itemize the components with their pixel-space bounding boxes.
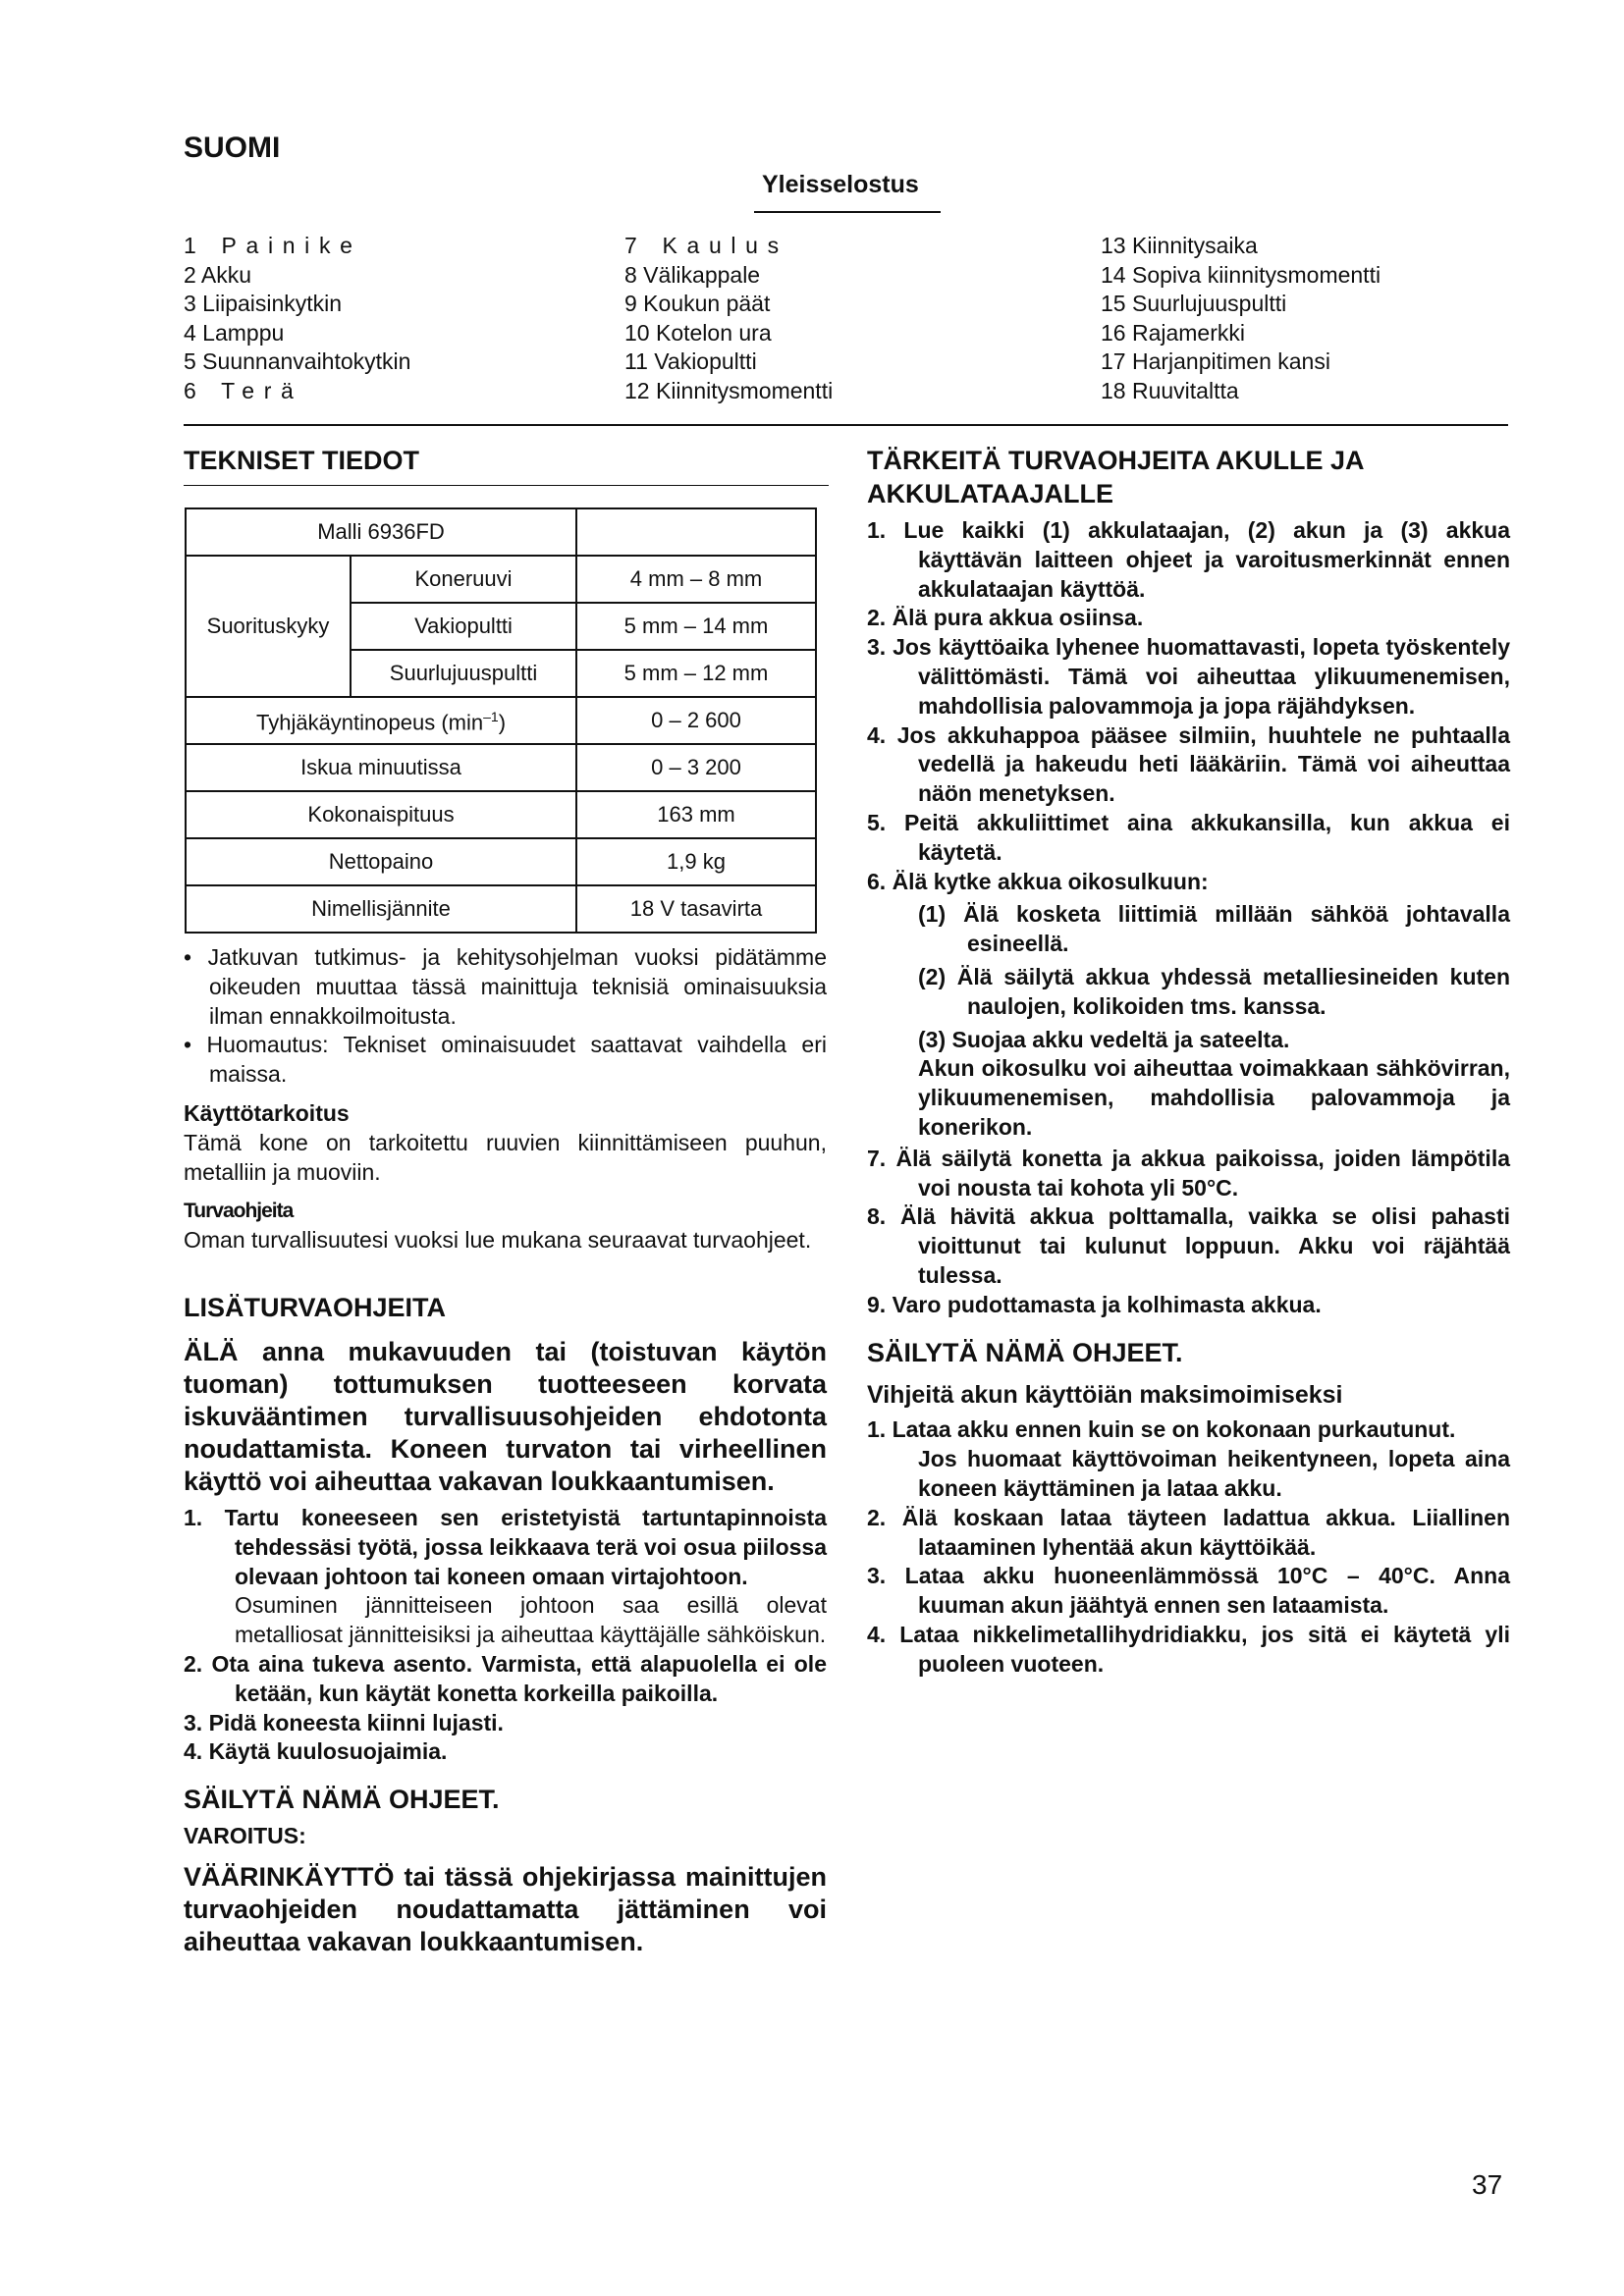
spec-value: 163 mm bbox=[576, 791, 816, 838]
part-item: 9 Koukun päät bbox=[624, 291, 771, 316]
save-instructions: SÄILYTÄ NÄMÄ OHJEET. bbox=[184, 1785, 500, 1815]
additional-intro: ÄLÄ anna mukavuuden tai (toistuvan käytön tuoman) tottumuksen tuotteeseen korvata iskuvääntimen turvallisuusohjeiden ehdotonta noudattamista. Koneen turvaton tai virheellinen käyttö voi aiheuttaa vakavan loukkaantumisen. bbox=[184, 1336, 827, 1496]
noload-label bbox=[186, 697, 576, 744]
spec-label: Koneruuvi bbox=[351, 556, 576, 603]
language-heading: SUOMI bbox=[184, 132, 281, 164]
part-item: 8 Välikappale bbox=[624, 261, 761, 288]
battery-save: SÄILYTÄ NÄMÄ OHJEET. bbox=[867, 1337, 1183, 1367]
list-item-note bbox=[184, 1591, 827, 1650]
part-item: 6 Terä bbox=[184, 377, 303, 403]
table-row bbox=[186, 791, 816, 838]
list-item: 1. Lue kaikki (1) akkulataajan, (2) akun ja (3) akkua käyttävän laitteen ohjeet ja varoitusmerkinnät ennen akkulataajan käyttöä. bbox=[867, 517, 1510, 602]
spec-label: Nettopaino bbox=[186, 838, 576, 885]
part-item: 13 Kiinnitysaika bbox=[1101, 233, 1258, 258]
table-row bbox=[186, 885, 816, 933]
list-item: 4. Lataa nikkelimetallihydridiakku, jos sitä ei käytetä yli puoleen vuoteen. bbox=[867, 1621, 1510, 1677]
list-item: 4. Jos akkuhappoa pääsee silmiin, huuhtele ne puhtaalla vedellä ja hakeudu heti lääkäriin. Tämä voi aiheuttaa näön menetyksen. bbox=[867, 721, 1510, 807]
spec-value: 1,9 kg bbox=[576, 838, 816, 885]
safety-text: Oman turvallisuutesi vuoksi lue mukana seuraavat turvaohjeet. bbox=[184, 1227, 812, 1254]
parts-list-col3 bbox=[1101, 232, 1380, 405]
part-item: 1 Painike bbox=[184, 233, 362, 258]
spec-label: Vakiopultti bbox=[351, 603, 576, 650]
part-item: 4 Lamppu bbox=[184, 319, 285, 346]
item1-note: Osuminen jännitteiseen johtoon saa esillä olevat metalliosat jännitteisiksi ja aiheuttaa käyttäjälle sähköiskun. bbox=[235, 1592, 827, 1648]
tip1-note: Jos huomaat käyttövoiman heikentyneen, lopeta aina koneen käyttäminen ja lataa akku. bbox=[918, 1446, 1510, 1501]
list-item: 3. Jos käyttöaika lyhenee huomattavasti, lopeta työskentely välittömästi. Tämä voi aiheuttaa ylikuumenemisen, mahdollisia palovammoja ja jopa räjähdyksen. bbox=[867, 634, 1510, 719]
sub-item: (2) Älä säilytä akkua yhdessä metalliesineiden kuten naulojen, kolikoiden tms. kanssa. bbox=[918, 963, 1510, 1019]
list-item: 6. Älä kytke akkua oikosulkuun: bbox=[867, 868, 1209, 894]
noload-sup: –1 bbox=[483, 709, 499, 725]
battery-list bbox=[867, 516, 1510, 896]
list-item: 5. Peitä akkuliittimet aina akkukansilla, kun akkua ei käytetä. bbox=[867, 809, 1510, 865]
spec-label: Nimellisjännite bbox=[186, 885, 576, 933]
empty-cell bbox=[576, 508, 816, 556]
overview-title: Yleisselostus bbox=[762, 171, 919, 198]
specs-table bbox=[185, 507, 817, 934]
left-column bbox=[184, 444, 827, 1958]
spec-label: Kokonaispituus bbox=[186, 791, 576, 838]
list-item: 4. Käytä kuulosuojaimia. bbox=[184, 1738, 448, 1765]
sub-item: (1) Älä kosketa liittimiä millään sähköä johtavalla esineellä. bbox=[918, 901, 1510, 957]
specs-title-underline bbox=[184, 485, 829, 486]
additional-list bbox=[184, 1504, 827, 1767]
part-item: 15 Suurlujuuspultti bbox=[1101, 291, 1287, 316]
part-item: 3 Liipaisinkytkin bbox=[184, 291, 343, 316]
battery-title: TÄRKEITÄ TURVAOHJEITA AKULLE JA AKKULATAAJALLE bbox=[867, 446, 1364, 508]
list-item: 2. Älä pura akkua osiinsa. bbox=[867, 605, 1144, 631]
short-circuit-note: Akun oikosulku voi aiheuttaa voimakkaan sähkövirran, ylikuumenemisen, mahdollisia palovammoja ja konerikon. bbox=[918, 1055, 1510, 1140]
page-number: 37 bbox=[1472, 2169, 1503, 2200]
part-item: 16 Rajamerkki bbox=[1101, 319, 1245, 346]
section-divider bbox=[184, 424, 1508, 426]
tips-list bbox=[867, 1415, 1510, 1445]
parts-list-col2 bbox=[624, 232, 833, 405]
table-row bbox=[186, 556, 816, 603]
list-item: 7. Älä säilytä konetta ja akkua paikoissa, joiden lämpötila voi nousta tai kohota yli 50°C. bbox=[867, 1145, 1510, 1201]
noload-close: ) bbox=[498, 710, 507, 735]
capacity-label: Suorituskyky bbox=[186, 556, 351, 697]
list-item: 3. Pidä koneesta kiinni lujasti. bbox=[184, 1709, 504, 1735]
sub-item: (3) Suojaa akku vedeltä ja sateelta. bbox=[918, 1026, 1290, 1052]
list-item: 2. Ota aina tukeva asento. Varmista, että alapuolella ei ole ketään, kun käytät konetta korkeilla paikoilla. bbox=[184, 1650, 827, 1706]
spec-label: Suurlujuuspultti bbox=[351, 650, 576, 697]
table-row bbox=[186, 697, 816, 744]
spec-label: Iskua minuutissa bbox=[186, 744, 576, 791]
spec-value: 5 mm – 12 mm bbox=[576, 650, 816, 697]
list-item: 9. Varo pudottamasta ja kolhimasta akkua. bbox=[867, 1291, 1322, 1317]
right-column bbox=[867, 444, 1510, 1679]
specs-title: TEKNISET TIEDOT bbox=[184, 446, 420, 475]
warning-label: VAROITUS: bbox=[184, 1823, 306, 1849]
spec-value: 0 – 2 600 bbox=[576, 697, 816, 744]
overview-underline bbox=[754, 211, 941, 213]
warning-text: VÄÄRINKÄYTTÖ tai tässä ohjekirjassa mainittujen turvaohjeiden noudattamatta jättäminen voi aiheuttaa vakavan loukkaantumisen. bbox=[184, 1861, 827, 1956]
part-item: 17 Harjanpitimen kansi bbox=[1101, 348, 1330, 374]
use-title: Käyttötarkoitus bbox=[184, 1099, 350, 1126]
spec-value: 18 V tasavirta bbox=[576, 885, 816, 933]
part-item: 7 Kaulus bbox=[624, 233, 788, 258]
part-item: 10 Kotelon ura bbox=[624, 319, 772, 346]
parts-list-col1 bbox=[184, 232, 410, 405]
table-row bbox=[186, 508, 816, 556]
part-item: 2 Akku bbox=[184, 261, 252, 288]
table-row bbox=[186, 838, 816, 885]
tips-title: Vihjeitä akun käyttöiän maksimoimiseksi bbox=[867, 1380, 1343, 1409]
spec-note: • Jatkuvan tutkimus- ja kehitysohjelman vuoksi pidätämme oikeuden muuttaa tässä mainittuja teknisiä ominaisuuksia ilman ennakkoilmoitusta. bbox=[184, 944, 827, 1029]
spec-value: 5 mm – 14 mm bbox=[576, 603, 816, 650]
tips-list-b bbox=[867, 1504, 1510, 1680]
spec-value: 0 – 3 200 bbox=[576, 744, 816, 791]
part-item: 5 Suunnanvaihtokytkin bbox=[184, 348, 411, 374]
table-row bbox=[186, 744, 816, 791]
list-item: 2. Älä koskaan lataa täyteen ladattua akkua. Liiallinen lataaminen lyhentää akun käyttöikää. bbox=[867, 1504, 1510, 1560]
spec-note: • Huomautus: Tekniset ominaisuudet saattavat vaihdella eri maissa. bbox=[184, 1032, 827, 1088]
list-item: 1. Tartu koneeseen sen eristetyistä tartuntapinnoista tehdessäsi työtä, jossa leikkaava terä voi osua piilossa olevaan johtoon tai koneen omaan virtajohtoon. bbox=[184, 1504, 827, 1589]
additional-title: LISÄTURVAOHJEITA bbox=[184, 1292, 447, 1322]
spec-value: 4 mm – 8 mm bbox=[576, 556, 816, 603]
battery-list-b bbox=[867, 1145, 1510, 1320]
part-item: 12 Kiinnitysmomentti bbox=[624, 377, 834, 403]
noload-label-text: Tyhjäkäyntinopeus (min bbox=[255, 710, 484, 735]
part-item: 14 Sopiva kiinnitysmomentti bbox=[1101, 261, 1381, 288]
safety-title: Turvaohjeita bbox=[184, 1200, 294, 1223]
use-text: Tämä kone on tarkoitettu ruuvien kiinnittämiseen puuhun, metalliin ja muoviin. bbox=[184, 1129, 827, 1185]
part-item: 18 Ruuvitaltta bbox=[1101, 377, 1239, 403]
list-item: 3. Lataa akku huoneenlämmössä 10°C – 40°C. Anna kuuman akun jäähtyä ennen sen lataamista. bbox=[867, 1563, 1510, 1619]
model-cell: Malli 6936FD bbox=[186, 508, 576, 556]
part-item: 11 Vakiopultti bbox=[624, 348, 757, 374]
list-item: 8. Älä hävitä akkua polttamalla, vaikka se olisi pahasti vioittunut tai kulunut loppuun. Akku voi räjähtää tulessa. bbox=[867, 1203, 1510, 1288]
list-item: 1. Lataa akku ennen kuin se on kokonaan purkautunut. bbox=[867, 1416, 1456, 1443]
